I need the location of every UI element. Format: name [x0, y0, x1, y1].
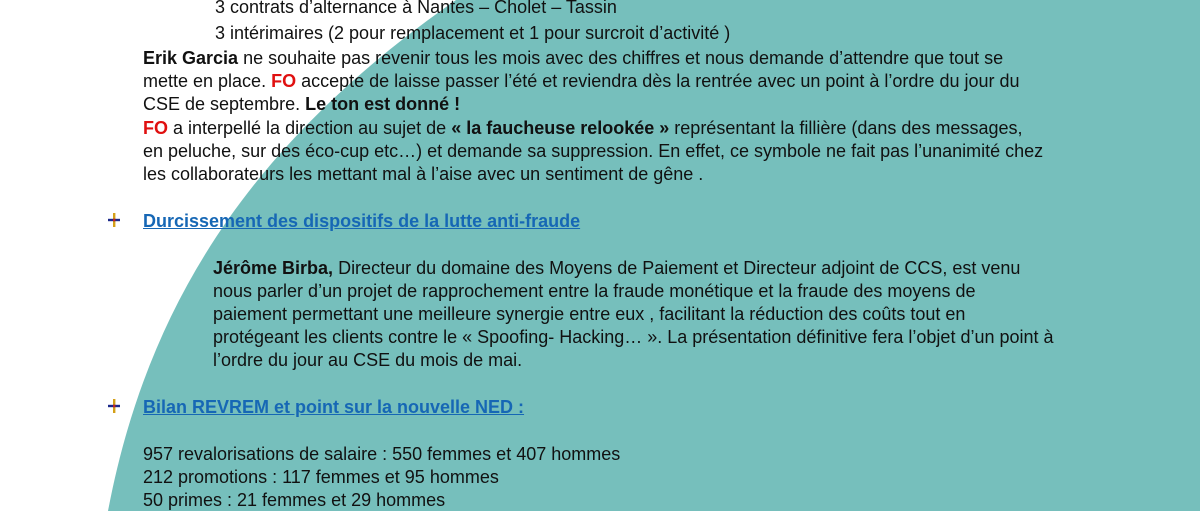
paragraph-line: l’ordre du jour au CSE du mois de mai. [213, 350, 523, 370]
text-span: mette en place. [143, 71, 272, 91]
text-span: accepte de laisse passer l’été et reviendra dès la rentrée avec un point à l’ordre du jour du [296, 71, 1020, 91]
paragraph-line [143, 70, 1020, 93]
paragraph-line [143, 93, 460, 116]
fo-label: FO [143, 118, 168, 138]
text-span: Directeur du domaine des Moyens de Paiement et Directeur adjoint de CCS, est venu [333, 258, 1021, 278]
paragraph-line [143, 117, 1022, 140]
plus-bullet-icon [106, 212, 122, 228]
intro-line-contrats: 3 contrats d’alternance à Nantes – Cholet – Tassin [215, 0, 617, 17]
stat-line: 212 promotions : 117 femmes et 95 hommes [143, 467, 499, 487]
paragraph-line: nous parler d’un projet de rapprochement entre la fraude monétique et la fraude des moyens de [213, 281, 976, 301]
paragraph-line [143, 47, 1003, 70]
paragraph-line: les collaborateurs les mettant mal à l’aise avec un sentiment de gêne . [143, 164, 704, 184]
stat-line: 957 revalorisations de salaire : 550 femmes et 407 hommes [143, 444, 621, 464]
text-span: ne souhaite pas revenir tous les mois avec des chiffres et nous demande d’attendre que tout se [238, 48, 1004, 68]
plus-bullet-icon [106, 398, 122, 414]
text-span: CSE de septembre. [143, 94, 306, 114]
intro-line-interimaires: 3 intérimaires (2 pour remplacement et 1 pour surcroit d’activité ) [215, 23, 731, 43]
bold-text: Le ton est donné ! [305, 94, 461, 114]
text-span: a interpellé la direction au sujet de [168, 118, 452, 138]
text-span: représentant la fillière (dans des messages, [669, 118, 1023, 138]
paragraph-line [213, 257, 1020, 280]
fo-label: FO [271, 71, 297, 91]
person-name: Jérôme Birba, [213, 258, 334, 278]
person-name: Erik Garcia [143, 48, 239, 68]
paragraph-line: en peluche, sur des éco-cup etc…) et demande sa suppression. En effet, ce symbole ne fait pas l’unanimité chez [143, 141, 1044, 161]
bold-text: « la faucheuse relookée » [451, 118, 670, 138]
paragraph-line: protégeant les clients contre le « Spoofing- Hacking… ». La présentation définitive fera l’objet d’un point à [213, 327, 1054, 347]
paragraph-line: paiement permettant une meilleure synergie entre eux , facilitant la réduction des coûts tout en [213, 304, 966, 324]
stat-line: 50 primes : 21 femmes et 29 hommes [143, 490, 446, 510]
section-heading-bilan-revrem[interactable]: Bilan REVREM et point sur la nouvelle NED : [143, 397, 525, 417]
section-heading-anti-fraude[interactable]: Durcissement des dispositifs de la lutte anti-fraude [143, 211, 581, 231]
